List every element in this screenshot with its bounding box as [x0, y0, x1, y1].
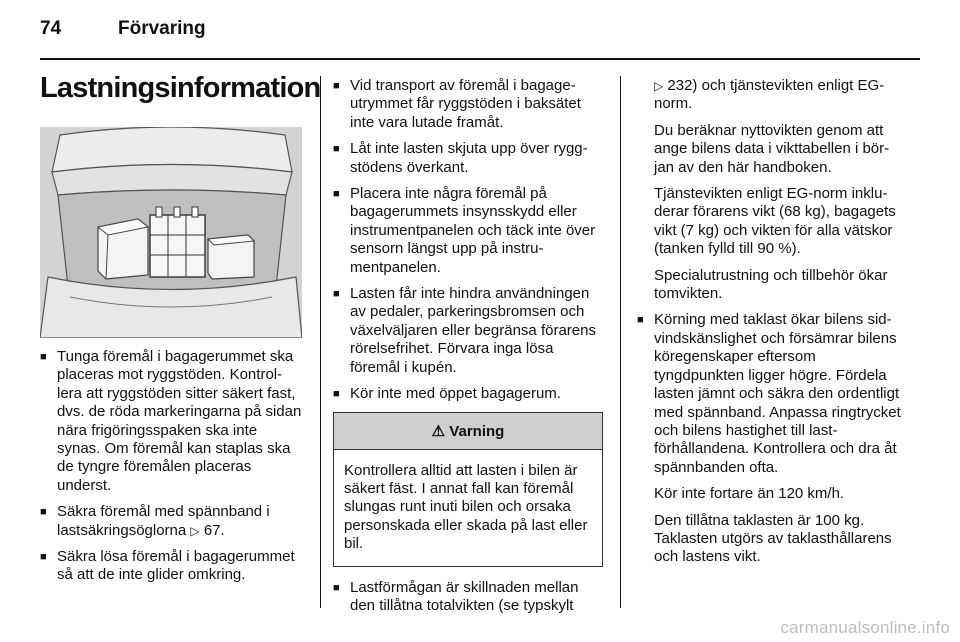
paragraph-text: 232) och tjänstevikten enligt EG-norm.	[654, 77, 885, 113]
list-item-text: Säkra föremål med spännband i lastsäkringsöglorna	[57, 503, 270, 539]
car-trunk-icon	[40, 127, 302, 338]
list-item: ■ Lastförmågan är skillnaden mellan den tillåtna totalvikten (se typskylt	[333, 579, 603, 616]
paragraph: Tjänstevikten enligt EG-norm inkluderar förarens vikt (68 kg), bagagets vikt (7 kg) och vikten för alla vätskor (tanken fylld till 90 %).	[654, 185, 896, 258]
page-number: 74	[40, 18, 62, 39]
warning-header	[334, 413, 602, 450]
paragraph: Specialutrustning och tillbehör ökar tomvikten.	[654, 266, 888, 303]
list-item: ■ Kör inte med öppet bagagerum.	[333, 385, 603, 403]
list-item: ■ Körning med taklast ökar bilens sidvindskänslighet och försämrar bilens köregenskaper eftersom tyngdpunkten ligger högre. Fördela lasten jämnt och säkra den ordentligt med spännband. Anpassa ringtrycket och bilens hastighet till lastförhållandena. Kontrollera och dra åt spännbanden ofta.	[637, 311, 902, 477]
column-divider-2	[620, 76, 621, 608]
paragraph: Du beräknar nyttovikten genom att ange bilens data i vikttabellen i början av den här handboken.	[654, 121, 890, 176]
column-3	[637, 77, 902, 575]
column-2	[333, 77, 603, 623]
warning-title: Varning	[449, 422, 505, 440]
page-ref-number: 67.	[203, 521, 225, 539]
header-rule	[40, 58, 920, 60]
car-trunk-cargo-illustration	[40, 127, 302, 338]
list-item: ■ Lasten får inte hindra användningen av pedaler, parkeringsbromsen och växelväljaren eller begränsa förarens rörelsefrihet. Förvara inga lösa föremål i kupén.	[333, 285, 603, 377]
column-1	[40, 348, 302, 593]
paragraph: Kör inte fortare än 120 km/h.	[654, 485, 845, 503]
chapter-title: Förvaring	[118, 18, 206, 39]
warning-box	[333, 412, 603, 567]
list-item: ■ Vid transport av föremål i bagageutrymmet får ryggstöden i baksätet inte vara lutade framåt.	[333, 77, 603, 132]
column-divider-1	[320, 76, 321, 608]
paragraph: Den tillåtna taklasten är 100 kg. Taklasten utgörs av taklasthållarens och lastens vikt.	[654, 511, 892, 566]
list-item: ■ Placera inte några föremål på bagagerummets insynsskydd eller instrumentpanelen och täck inte över sensorn längst upp på instrumentpanelen.	[333, 185, 603, 277]
warning-text: Kontrollera alltid att lasten i bilen är säkert fäst. I annat fall kan föremål slungas runt inuti bilen och orsaka personskada eller skada på last eller bil.	[344, 461, 588, 553]
page-header	[40, 18, 206, 48]
page-ref-icon: ▷	[654, 79, 664, 93]
list-item	[40, 503, 302, 540]
list-item: ■ Tunga föremål i bagagerummet ska placeras mot ryggstöden. Kontrollera att ryggstöden sitter säkert fast, dvs. de röda markeringarna på sidan nära frigöringsspaken ska inte synas. Om föremål kan staplas ska de tyngre föremålen placeras underst.	[40, 348, 302, 495]
list-item: ■ Låt inte lasten skjuta upp över ryggstödens överkant.	[333, 140, 603, 177]
warning-triangle-icon: ⚠	[431, 422, 446, 440]
watermark: carmanualsonline.info	[780, 618, 950, 637]
page-ref-icon: ▷	[190, 523, 200, 538]
list-item: ■ Säkra lösa föremål i bagagerummet så att de inte glider omkring.	[40, 548, 302, 585]
section-title: Lastningsinformation	[40, 72, 321, 104]
paragraph	[637, 77, 902, 114]
